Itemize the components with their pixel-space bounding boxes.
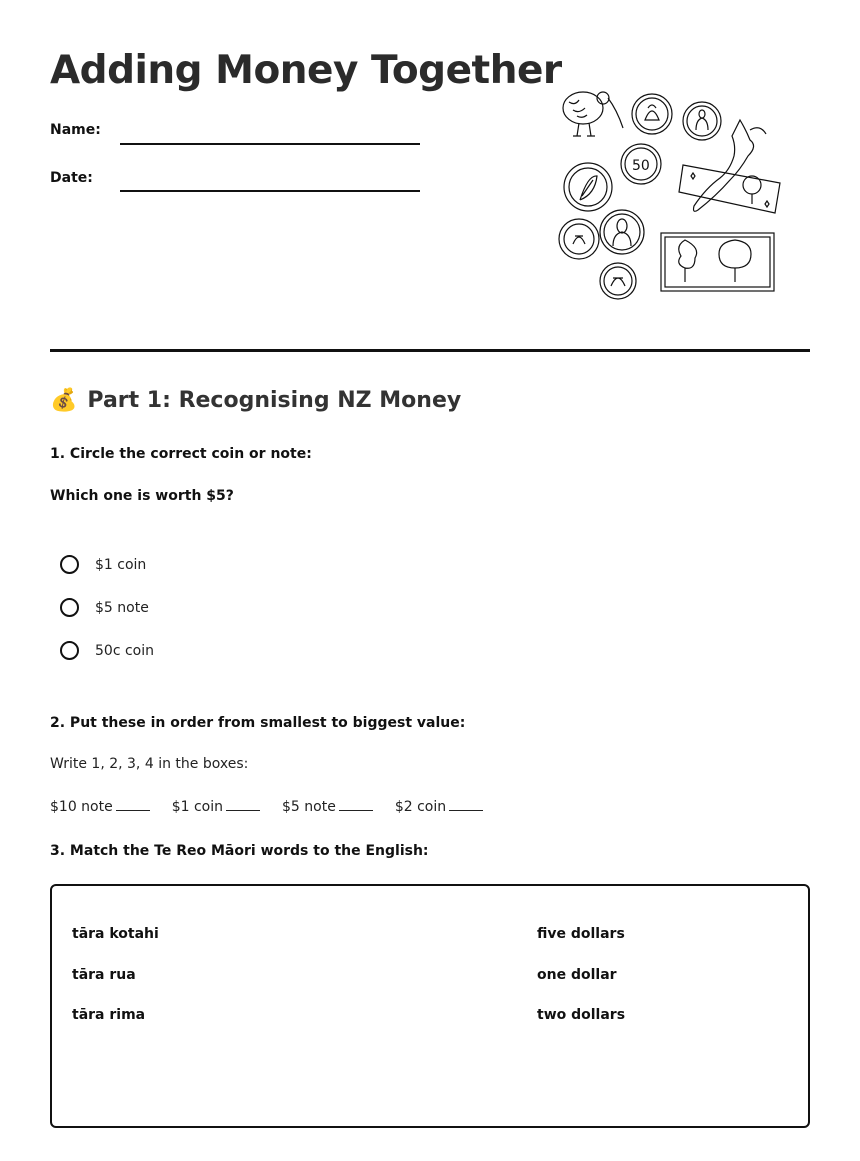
coin-icon <box>600 263 636 299</box>
order-row <box>50 797 483 815</box>
order-item-label: $10 note <box>50 799 113 815</box>
part1-title <box>50 388 461 413</box>
order-item <box>395 797 483 815</box>
option-label: $5 note <box>95 599 149 616</box>
coin-icon <box>564 163 612 211</box>
order-item-label: $1 coin <box>171 799 224 815</box>
order-blank[interactable] <box>449 797 483 811</box>
matching-box <box>50 884 810 1128</box>
order-blank[interactable] <box>339 797 373 811</box>
order-item <box>50 797 150 815</box>
date-field[interactable] <box>120 190 420 192</box>
q2-instruction: Write 1, 2, 3, 4 in the boxes: <box>50 756 249 772</box>
order-item <box>282 797 373 815</box>
q1-label: 1. Circle the correct coin or note: <box>50 446 312 462</box>
q1-prompt: Which one is worth $5? <box>50 488 234 504</box>
option-label: $1 coin <box>95 556 147 573</box>
maori-word[interactable]: tāra rua <box>72 967 136 983</box>
name-field[interactable] <box>120 143 420 145</box>
english-word[interactable]: two dollars <box>537 1007 626 1023</box>
coin-icon <box>683 102 721 140</box>
order-item-label: $2 coin <box>394 799 447 815</box>
coin-icon <box>559 219 599 259</box>
order-blank[interactable] <box>226 797 260 811</box>
option-label: 50c coin <box>95 642 154 659</box>
english-word[interactable]: five dollars <box>537 926 625 942</box>
q2-label: 2. Put these in order from smallest to biggest value: <box>50 715 466 731</box>
page-title: Adding Money Together <box>50 48 562 93</box>
maori-word[interactable]: tāra kotahi <box>72 926 159 942</box>
order-item-label: $5 note <box>282 799 336 815</box>
radio-circle[interactable] <box>60 555 79 574</box>
date-label: Date: <box>50 170 93 186</box>
coin-icon <box>600 210 644 254</box>
kiwi-bird-icon <box>563 92 623 136</box>
name-label: Name: <box>50 122 101 138</box>
money-bag-icon: 💰 <box>50 388 78 413</box>
radio-circle[interactable] <box>60 641 79 660</box>
option-5-note[interactable] <box>60 598 149 617</box>
order-item <box>172 797 260 815</box>
banknote-icon <box>661 233 774 291</box>
coin-icon <box>632 94 672 134</box>
option-1-coin[interactable] <box>60 555 146 574</box>
section-divider <box>50 349 810 352</box>
radio-circle[interactable] <box>60 598 79 617</box>
coin-value-text: 50 <box>632 158 650 174</box>
part1-title-text: Part 1: Recognising NZ Money <box>87 388 462 413</box>
english-word[interactable]: one dollar <box>537 967 617 983</box>
nz-money-illustration <box>555 80 785 305</box>
order-blank[interactable] <box>116 797 150 811</box>
option-50c-coin[interactable] <box>60 641 154 660</box>
q3-label: 3. Match the Te Reo Māori words to the English: <box>50 843 429 859</box>
maori-word[interactable]: tāra rima <box>72 1007 146 1023</box>
